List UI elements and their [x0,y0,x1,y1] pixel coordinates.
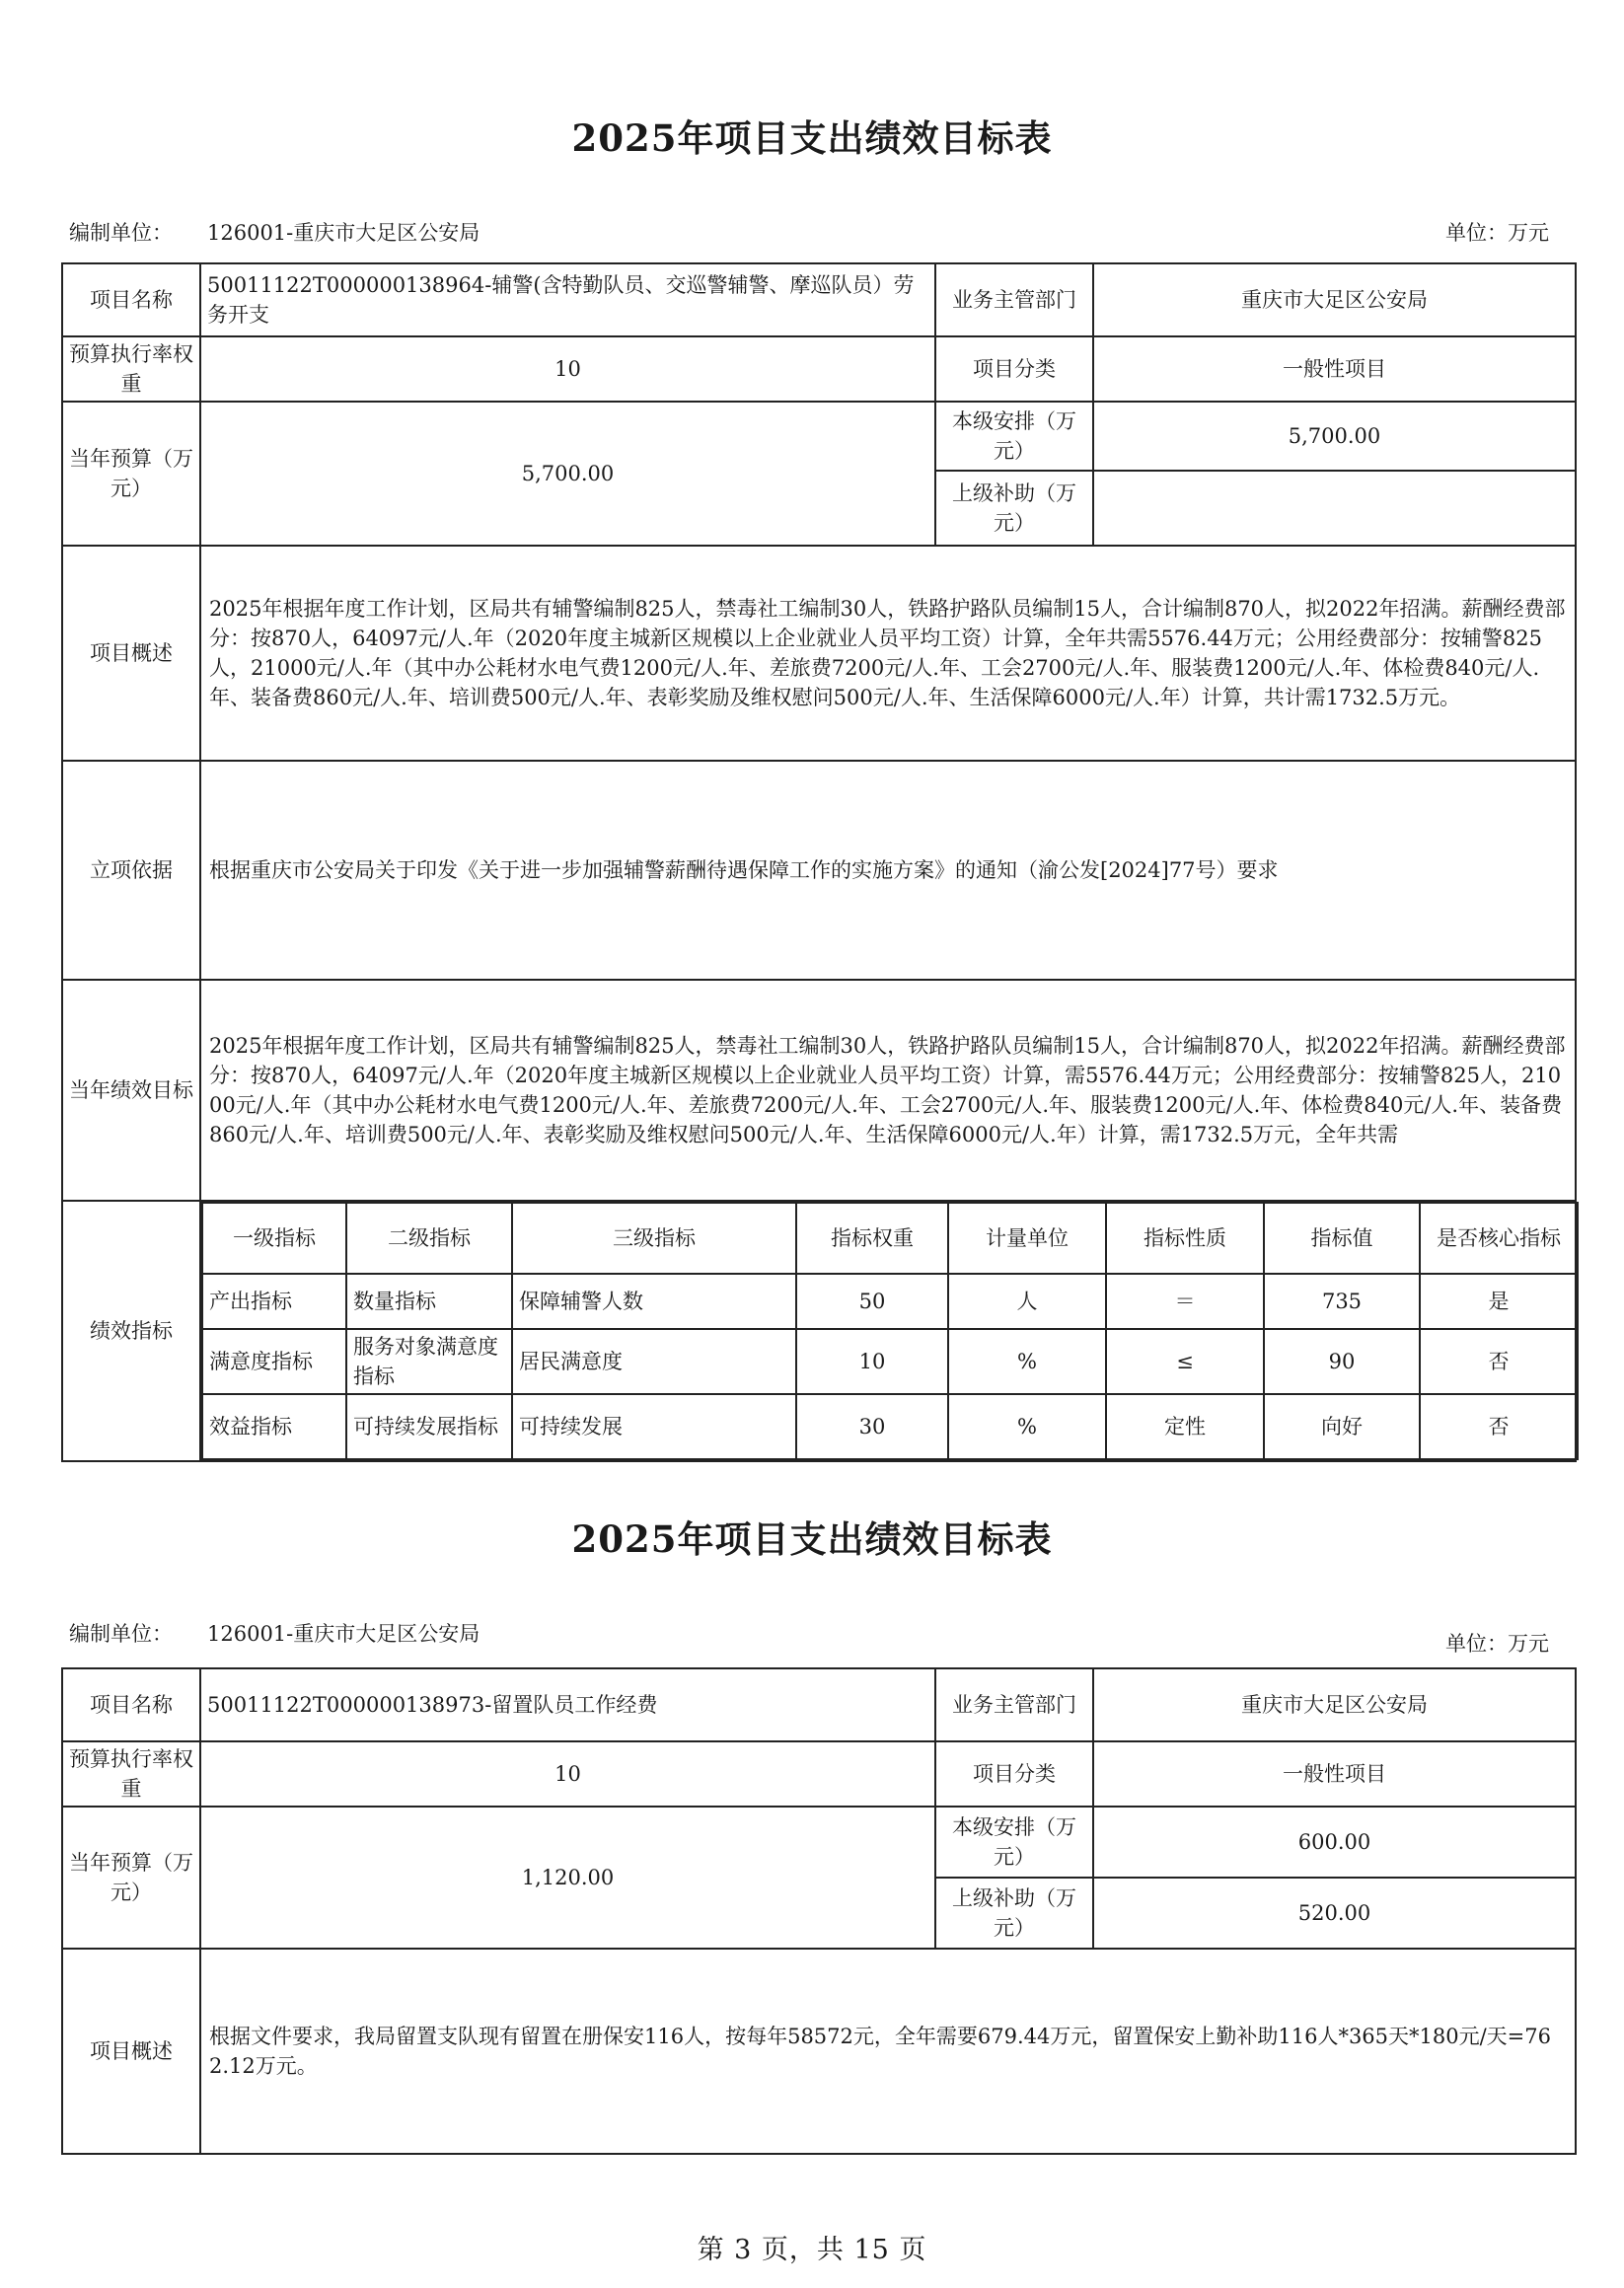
form2-money-unit: 单位：万元 [1445,1632,1549,1656]
row1-core: 是 [1420,1274,1578,1329]
form2-local: 600.00 [1093,1807,1576,1878]
header-core: 是否核心指标 [1420,1203,1578,1274]
form2-upper: 520.00 [1093,1878,1576,1949]
row1-nature: ＝ [1106,1274,1264,1329]
table-row [202,1274,1578,1329]
form1-weight: 10 [200,336,935,402]
row2-l2: 服务对象满意度指标 [346,1329,512,1394]
form2-local-label: 本级安排（万元） [935,1807,1093,1878]
form1-row-basis [62,761,1576,980]
form2-upper-label: 上级补助（万元） [935,1878,1093,1949]
form2-weight: 10 [200,1741,935,1807]
row3-nature: 定性 [1106,1394,1264,1459]
form2-row-local [62,1807,1576,1878]
row2-value: 90 [1264,1329,1420,1394]
row1-value: 735 [1264,1274,1420,1329]
form1-row-project [62,263,1576,336]
form1-goal-label: 当年绩效目标 [62,980,200,1201]
row3-l2: 可持续发展指标 [346,1394,512,1459]
form2-unit-value: 126001-重庆市大足区公安局 [207,1622,480,1646]
header-l3: 三级指标 [512,1203,796,1274]
row3-l3: 可持续发展 [512,1394,796,1459]
form2-summary: 根据文件要求，我局留置支队现有留置在册保安116人，按每年58572元，全年需要679.44万元，留置保安上勤补助116人*365天*180元/天=762.12万元。 [200,1949,1576,2154]
header-unit: 计量单位 [948,1203,1106,1274]
row3-value: 向好 [1264,1394,1420,1459]
form1-row-summary [62,546,1576,761]
form1-title: 2025年项目支出绩效目标表 [571,116,1053,160]
row1-weight: 50 [796,1274,948,1329]
form2-row-weight [62,1741,1576,1807]
form1-local: 5,700.00 [1093,402,1576,471]
form1-basis-label: 立项依据 [62,761,200,980]
row2-weight: 10 [796,1329,948,1394]
row2-l1: 满意度指标 [202,1329,346,1394]
form1-weight-label: 预算执行率权重 [62,336,200,402]
form2-category: 一般性项目 [1093,1741,1576,1807]
row2-core: 否 [1420,1329,1578,1394]
form2-project-name: 50011122T000000138973-留置队员工作经费 [200,1668,935,1741]
form2-budget: 1,120.00 [200,1807,935,1949]
form1-project-name: 50011122T000000138964-辅警(含特勤队员、交巡警辅警、摩巡队员）劳务开支 [200,263,935,336]
form2-title: 2025年项目支出绩效目标表 [571,1517,1053,1561]
row1-l3: 保障辅警人数 [512,1274,796,1329]
header-nature: 指标性质 [1106,1203,1264,1274]
row3-weight: 30 [796,1394,948,1459]
form2-summary-label: 项目概述 [62,1949,200,2154]
row2-unit: % [948,1329,1106,1394]
form1-local-label: 本级安排（万元） [935,402,1093,471]
row1-unit: 人 [948,1274,1106,1329]
form1-upper-label: 上级补助（万元） [935,471,1093,546]
form1-row-goal [62,980,1576,1201]
form1-dept-label: 业务主管部门 [935,263,1093,336]
form2-row-project [62,1668,1576,1741]
row1-l1: 产出指标 [202,1274,346,1329]
form2-dept-label: 业务主管部门 [935,1668,1093,1741]
table-row [202,1394,1578,1459]
header-l1: 一级指标 [202,1203,346,1274]
form2-budget-label: 当年预算（万元） [62,1807,200,1949]
row2-nature: ≤ [1106,1329,1264,1394]
form1-summary-label: 项目概述 [62,546,200,761]
header-weight: 指标权重 [796,1203,948,1274]
page-footer: 第 3 页，共 15 页 [697,2235,927,2265]
form1-indicators-cell [200,1201,1576,1461]
form1-row-weight [62,336,1576,402]
form1-indicators-label: 绩效指标 [62,1201,200,1461]
form1-summary: 2025年根据年度工作计划，区局共有辅警编制825人，禁毒社工编制30人，铁路护路队员编制15人，合计编制870人，拟2022年招满。薪酬经费部分：按870人，64097元/人.年（2020年度主城新区规模以上企业就业人员平均工资）计算，全年共需5576.44万元；公用经费部分：按辅警825人，21000元/人.年（其中办公耗材水电气费1200元/人.年、差旅费7200元/人.年、工会2700元/人.年、服装费1200元/人.年、体检费840元/人.年、装备费860元/人.年、培训费500元/人.年、表彰奖励及维权慰问500元/人.年、生活保障6000元/人.年）计算，共计需1732.5万元。 [200,546,1576,761]
form1-upper [1093,471,1576,546]
form1-project-name-label: 项目名称 [62,263,200,336]
form2-weight-label: 预算执行率权重 [62,1741,200,1807]
form2-row-summary [62,1949,1576,2154]
form2-table [61,1667,1577,2155]
row1-l2: 数量指标 [346,1274,512,1329]
form1-budget-label: 当年预算（万元） [62,402,200,546]
form1-category-label: 项目分类 [935,336,1093,402]
header-value: 指标值 [1264,1203,1420,1274]
form1-goal: 2025年根据年度工作计划，区局共有辅警编制825人，禁毒社工编制30人，铁路护路队员编制15人，合计编制870人，拟2022年招满。薪酬经费部分：按870人，64097元/人.年（2020年度主城新区规模以上企业就业人员平均工资）计算，需5576.44万元；公用经费部分：按辅警825人，21000元/人.年（其中办公耗材水电气费1200元/人.年、差旅费7200元/人.年、工会2700元/人.年、服装费1200元/人.年、体检费840元/人.年、装备费860元/人.年、培训费500元/人.年、表彰奖励及维权慰问500元/人.年、生活保障6000元/人.年）计算，需1732.5万元，全年共需 [200,980,1576,1201]
form1-money-unit: 单位：万元 [1445,221,1549,245]
form2-unit-label: 编制单位： [69,1622,173,1646]
form1-row-local [62,402,1576,471]
header-l2: 二级指标 [346,1203,512,1274]
form1-unit-label: 编制单位： [69,221,173,245]
form1-row-indicators [62,1201,1576,1461]
form1-dept: 重庆市大足区公安局 [1093,263,1576,336]
form1-indicator-header [202,1203,1578,1274]
row3-unit: % [948,1394,1106,1459]
table-row [202,1329,1578,1394]
form1-table [61,262,1577,1462]
form1-indicator-table [201,1202,1579,1460]
form2-project-name-label: 项目名称 [62,1668,200,1741]
form1-unit-value: 126001-重庆市大足区公安局 [207,221,480,245]
form1-category: 一般性项目 [1093,336,1576,402]
row3-core: 否 [1420,1394,1578,1459]
row2-l3: 居民满意度 [512,1329,796,1394]
form2-dept: 重庆市大足区公安局 [1093,1668,1576,1741]
row3-l1: 效益指标 [202,1394,346,1459]
form1-basis: 根据重庆市公安局关于印发《关于进一步加强辅警薪酬待遇保障工作的实施方案》的通知（渝公发[2024]77号）要求 [200,761,1576,980]
form2-category-label: 项目分类 [935,1741,1093,1807]
form1-budget: 5,700.00 [200,402,935,546]
